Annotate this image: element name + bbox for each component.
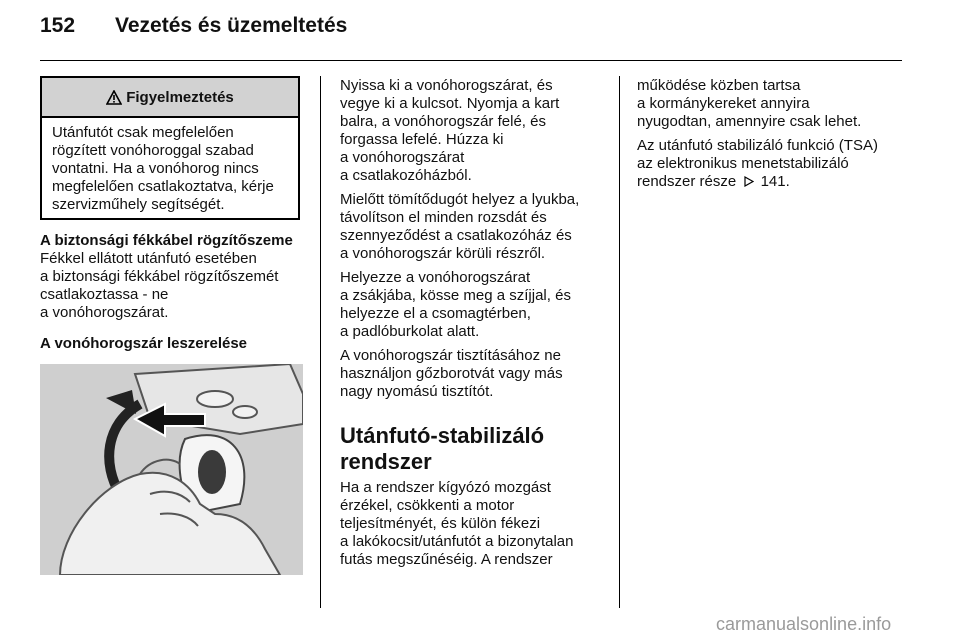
warning-header bbox=[42, 78, 298, 118]
watermark: carmanualsonline.info bbox=[716, 614, 892, 634]
text-line: használjon gőzborotvát vagy más bbox=[340, 365, 563, 382]
section-title-line: Utánfutó-stabilizáló bbox=[340, 423, 545, 448]
towbar-removal-illustration bbox=[40, 364, 303, 575]
column-2-text bbox=[340, 77, 615, 569]
text-line: Ha a rendszer kígyózó mozgást bbox=[340, 479, 551, 496]
header-rule bbox=[40, 60, 902, 61]
text-line: működése közben tartsa bbox=[637, 77, 801, 94]
paragraph bbox=[340, 77, 615, 185]
text-line: nagy nyomású tisztítót. bbox=[340, 383, 494, 400]
text-line: csatlakoztassa - ne bbox=[40, 286, 169, 303]
page-reference-arrow-icon bbox=[744, 176, 754, 187]
text-line: a zsákjába, kösse meg a szíjjal, és bbox=[340, 287, 571, 304]
page-reference[interactable]: 141. bbox=[760, 173, 790, 190]
text-line: a lakókocsit/utánfutót a bizonytalan bbox=[340, 533, 574, 550]
column-3-text bbox=[637, 77, 907, 191]
paragraph bbox=[637, 77, 907, 131]
text-line: a vonóhorogszárat bbox=[340, 149, 465, 166]
column-divider-2 bbox=[619, 76, 620, 608]
text-line: teljesítményét, és külön fékezi bbox=[340, 515, 541, 532]
warning-line: vontatni. Ha a vonóhorog nincs bbox=[52, 160, 259, 177]
section-heading: A biztonsági fékkábel rögzítőszeme bbox=[40, 232, 293, 249]
text-line: Az utánfutó stabilizáló funkció (TSA) bbox=[637, 137, 878, 154]
text-line: az elektronikus menetstabilizáló bbox=[637, 155, 849, 172]
text-line: a biztonsági fékkábel rögzítőszemét bbox=[40, 268, 279, 285]
text-line: Mielőtt tömítődugót helyez a lyukba, bbox=[340, 191, 580, 208]
warning-title: Figyelmeztetés bbox=[126, 88, 234, 106]
column-divider-1 bbox=[320, 76, 321, 608]
text-line: A vonóhorogszár tisztításához ne bbox=[340, 347, 561, 364]
text-line bbox=[637, 173, 907, 191]
text-line: távolítson el minden rozsdát és bbox=[340, 209, 547, 226]
warning-text bbox=[42, 118, 298, 214]
section-title bbox=[340, 423, 615, 475]
text-line: balra, a vonóhorogszár felé, és bbox=[340, 113, 546, 130]
paragraph bbox=[340, 479, 615, 569]
page-title: Vezetés és üzemeltetés bbox=[115, 14, 348, 37]
warning-line: rögzített vonóhoroggal szabad bbox=[52, 142, 254, 159]
text-line: érzékel, csökkenti a motor bbox=[340, 497, 515, 514]
text-line: Fékkel ellátott utánfutó esetében bbox=[40, 250, 257, 267]
section-paragraph bbox=[40, 250, 312, 322]
paragraph bbox=[637, 137, 907, 191]
text-line: szennyeződést a csatlakozóház és bbox=[340, 227, 572, 244]
text-line: Helyezze a vonóhorogszárat bbox=[340, 269, 531, 286]
text-line: a padlóburkolat alatt. bbox=[340, 323, 480, 340]
warning-line: szervizműhely segítségét. bbox=[52, 196, 225, 213]
page-number: 152 bbox=[40, 14, 76, 37]
warning-box bbox=[40, 76, 300, 220]
text-line: a csatlakozóházból. bbox=[340, 167, 472, 184]
section-heading: A vonóhorogszár leszerelése bbox=[40, 335, 248, 352]
text-line: futás megszűnéséig. A rendszer bbox=[340, 551, 553, 568]
text-line: a vonóhorogszárat. bbox=[40, 304, 169, 321]
warning-triangle-icon bbox=[106, 90, 122, 105]
text-line: a kormánykereket annyira bbox=[637, 95, 810, 112]
warning-line: megfelelően csatlakoztatva, kérje bbox=[52, 178, 274, 195]
section-title-line: rendszer bbox=[340, 449, 432, 474]
text-line: helyezze el a csomagtérben, bbox=[340, 305, 531, 322]
paragraph bbox=[340, 347, 615, 401]
text-line: Nyissa ki a vonóhorogszárat, és bbox=[340, 77, 553, 94]
text-line: forgassa lefelé. Húzza ki bbox=[340, 131, 504, 148]
paragraph bbox=[340, 269, 615, 341]
column-1-text bbox=[40, 232, 312, 353]
text-line: nyugodtan, amennyire csak lehet. bbox=[637, 113, 862, 130]
paragraph bbox=[340, 191, 615, 263]
warning-line: Utánfutót csak megfelelően bbox=[52, 124, 234, 141]
reference-text: rendszer része bbox=[637, 173, 737, 190]
text-line: a vonóhorogszár körüli részről. bbox=[340, 245, 546, 262]
text-line: vegye ki a kulcsot. Nyomja a kart bbox=[340, 95, 560, 112]
